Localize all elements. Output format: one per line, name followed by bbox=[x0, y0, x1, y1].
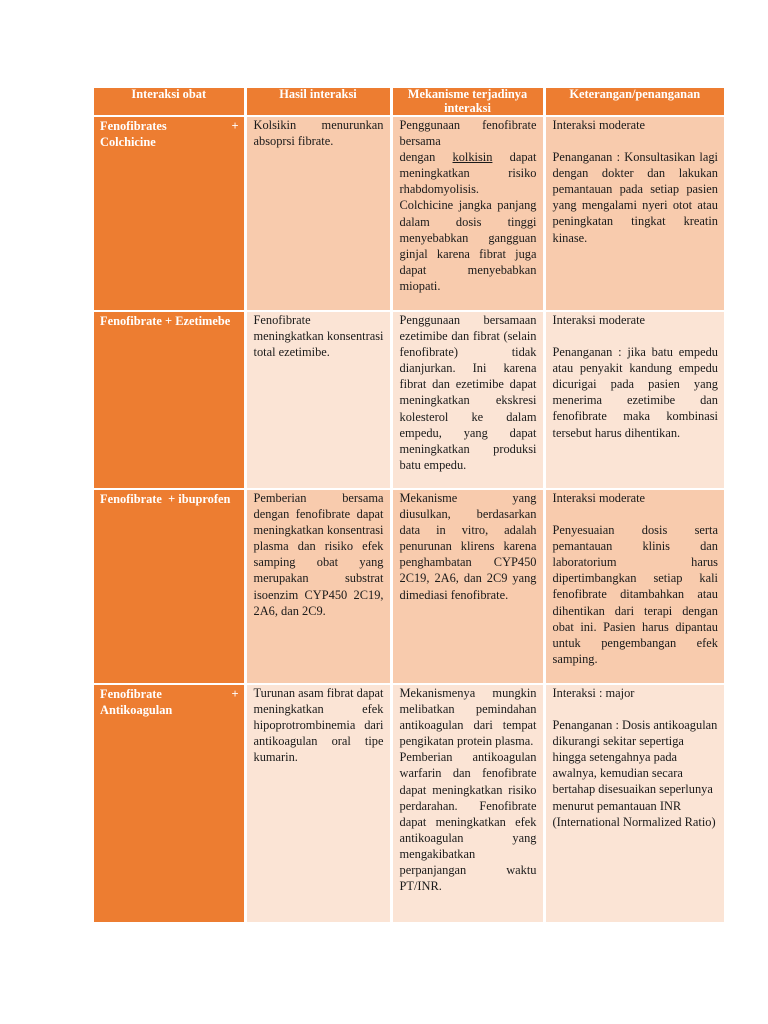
result-text: Turunan asam fibrat dapat meningkatkan efek hipoprotrombinemia dari antikoagulan oral tipe kumarin. bbox=[253, 686, 384, 765]
plus-sign: + bbox=[231, 119, 239, 133]
mechanism-text: Penggunaan bersamaan ezetimibe dan fibrat (selain fenofibrate) tidak dianjurkan. Ini karena fibrat dan ezetimibe dapat meningkatkan ekskresi kolesterol ke dalam empedu, yang dapat meningkatkan produksi batu empedu. bbox=[399, 313, 537, 472]
table-row bbox=[94, 311, 724, 489]
drug-name: Fenofibrate bbox=[100, 687, 162, 701]
mechanism-cell bbox=[391, 116, 544, 311]
drug-cell bbox=[94, 116, 245, 311]
note-cell bbox=[544, 116, 724, 311]
drug-cell bbox=[94, 311, 245, 489]
table-row bbox=[94, 116, 724, 311]
table-row bbox=[94, 489, 724, 684]
drug-name: Colchicine bbox=[100, 135, 156, 150]
header-interaksi-obat: Interaksi obat bbox=[94, 88, 245, 116]
result-text: Fenofibrate meningkatkan konsentrasi total ezetimibe. bbox=[253, 313, 384, 360]
header-keterangan: Keterangan/penanganan bbox=[544, 88, 724, 116]
mechanism-cell bbox=[391, 311, 544, 489]
interaction-level: Interaksi moderate bbox=[552, 118, 646, 132]
mechanism-text: Mekanismenya mungkin melibatkan pemindahan antikoagulan dari tempat pengikatan protein plasma. bbox=[399, 686, 537, 749]
note-cell bbox=[544, 684, 724, 922]
result-text: Pemberian bersama dengan fenofibrate dapat meningkatkan konsentrasi plasma dan risiko efek samping obat yang merupakan substrat isoenzim CYP450 2C19, 2A6, dan 2C9. bbox=[253, 491, 384, 618]
handling-text: Penanganan : Dosis antikoagulan dikurangi sekitar sepertiga hingga setengahnya pada awalnya, kemudian secara bertahap disesuaikan seperlunya menurut pemantauan INR (International Normalized Ratio) bbox=[552, 718, 718, 829]
header-mekanisme: Mekanisme terjadinya interaksi bbox=[391, 88, 544, 116]
mechanism-text: Pemberian antikoagulan warfarin dan fenofibrate dapat meningkatkan risiko perdarahan. Fenofibrate dapat meningkatkan efek antikoagulan yang mengakibatkan perpanjangan waktu PT/INR. bbox=[399, 750, 537, 894]
handling-text: Penanganan : Konsultasikan lagi dengan dokter dan lakukan pemantauan pada setiap pasien yang mengalami nyeri otot atau peningkatan tingkat kreatin kinase. bbox=[552, 150, 718, 245]
mechanism-text: Colchicine jangka panjang dalam dosis tinggi menyebabkan gangguan ginjal karena fibrat juga dapat menyebabkan miopati. bbox=[399, 198, 537, 293]
interaction-level: Interaksi : major bbox=[552, 686, 635, 700]
mechanism-cell bbox=[391, 684, 544, 922]
drug-cell bbox=[94, 684, 245, 922]
drug-name: Fenofibrates bbox=[100, 119, 167, 133]
plus-sign: + bbox=[231, 687, 239, 701]
interaction-level: Interaksi moderate bbox=[552, 491, 646, 505]
header-hasil-interaksi: Hasil interaksi bbox=[245, 88, 391, 116]
drug-name: Fenofibrate + ibuprofen bbox=[100, 492, 231, 506]
drug-name: Fenofibrate + Ezetimebe bbox=[100, 314, 231, 328]
result-text: Kolsikin menurunkan absoprsi fibrate. bbox=[253, 118, 384, 149]
interaction-level: Interaksi moderate bbox=[552, 313, 646, 327]
mechanism-text: dengan kolkisin dapat meningkatkan risiko rhabdomyolisis. bbox=[399, 150, 537, 197]
result-cell bbox=[245, 489, 391, 684]
handling-text: Penanganan : jika batu empedu atau penyakit kandung empedu dicurigai pada pasien yang menerima ezetimibe dan fenofibrate maka kombinasi tersebut harus dihentikan. bbox=[552, 345, 718, 440]
drug-interaction-table bbox=[94, 88, 724, 922]
handling-text: Penyesuaian dosis serta pemantauan klinis dan laboratorium harus dipertimbangkan setiap kali fenofibrate ditambahkan atau dihentikan dari terapi dengan obat ini. Pasien harus dipantau untuk pengembangan efek samping. bbox=[552, 523, 718, 666]
result-cell bbox=[245, 116, 391, 311]
drug-name: Antikoagulan bbox=[100, 703, 173, 718]
mechanism-cell bbox=[391, 489, 544, 684]
mechanism-text: Mekanisme yang diusulkan, berdasarkan data in vitro, adalah penurunan klirens karena penghambatan CYP450 2C19, 2A6, dan 2C9 yang dimediasi fenofibrate. bbox=[399, 491, 537, 602]
kolkisin-link[interactable]: kolkisin bbox=[452, 150, 493, 165]
note-cell bbox=[544, 489, 724, 684]
table-header-row bbox=[94, 88, 724, 116]
table-row bbox=[94, 684, 724, 922]
result-cell bbox=[245, 311, 391, 489]
note-cell bbox=[544, 311, 724, 489]
drug-cell bbox=[94, 489, 245, 684]
result-cell bbox=[245, 684, 391, 922]
mechanism-text: Penggunaan fenofibrate bersama bbox=[399, 118, 537, 149]
